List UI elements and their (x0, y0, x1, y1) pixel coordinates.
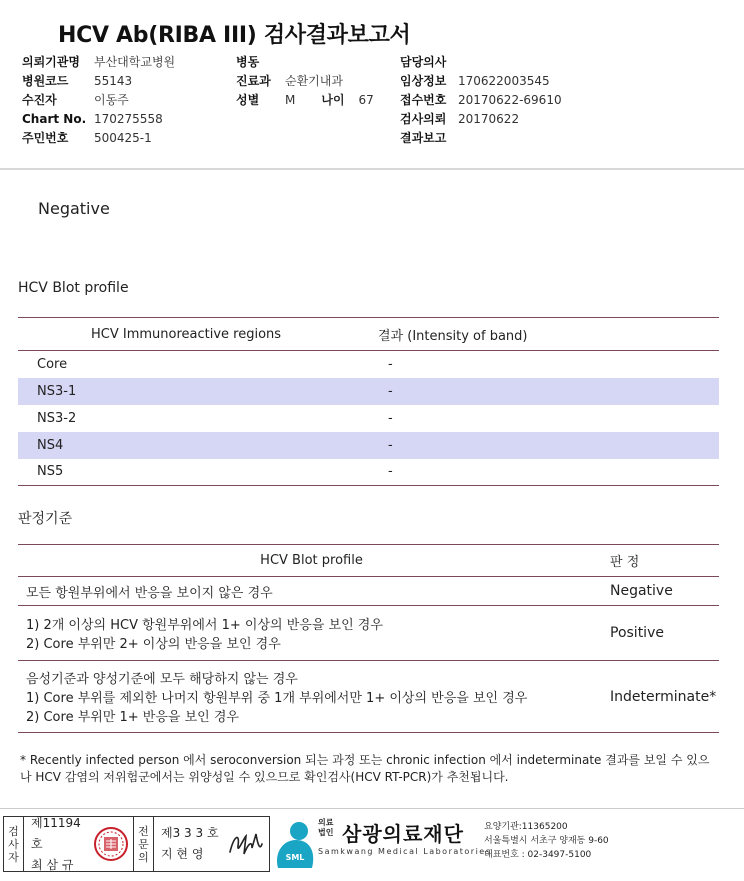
examiner-label: 검 사 자 (4, 817, 24, 871)
criteria-section-title: 판정기준 (18, 511, 73, 527)
org-law-label: 의료 법인 (318, 818, 334, 837)
info-row: 수진자 이동주 (22, 93, 129, 107)
info-row: 진료과 순환기내과 (236, 74, 343, 88)
examiner-name: 최 삼 규 (31, 857, 74, 872)
table-row: 음성기준과 양성기준에 모두 해당하지 않는 경우 1) Core 부위를 제외한 나머지 항원부위 중 1개 부위에서만 1+ 이상의 반응을 보인 경우 2) Core 부위만 1+ 반응을 보인 경우 Indeterminate* (18, 661, 719, 733)
info-row: 성별 M 나이 67 (236, 91, 374, 110)
specialist-name: 지 현 영 (161, 847, 204, 861)
info-row: Chart No. 170275558 (22, 112, 163, 126)
profile-header-region: HCV Immunoreactive regions (18, 318, 378, 351)
table-row: NS3-1 - (18, 378, 719, 405)
profile-header-result: 결과 (Intensity of band) (378, 318, 719, 351)
profile-section-title: HCV Blot profile (18, 280, 129, 296)
sml-logo-icon (272, 818, 318, 870)
table-row: NS3-2 - (37, 410, 393, 426)
table-row: NS5 - (18, 459, 719, 486)
info-row: 주민번호 500425-1 (22, 131, 152, 145)
report-title: HCV Ab(RIBA III) 검사결과보고서 (58, 23, 411, 48)
info-row: 임상정보 170622003545 (400, 74, 550, 88)
signature-icon (226, 826, 266, 862)
specialist-label: 전 문 의 (134, 817, 154, 871)
org-english-name: Samkwang Medical Laboratories (318, 847, 492, 856)
info-row: 병동 (236, 55, 260, 69)
criteria-table (18, 544, 719, 733)
seal-stamp-icon (93, 826, 129, 862)
judgement-negative: Negative (605, 577, 719, 606)
specialist-license: 제3 3 3 호 (161, 826, 219, 840)
overall-result: Negative (38, 199, 110, 218)
table-row: 모든 항원부위에서 반응을 보이지 않은 경우 Negative (18, 577, 719, 606)
info-row: 결과보고 (400, 131, 447, 145)
judgement-indeterminate: Indeterminate* (605, 661, 719, 733)
report-header (0, 0, 744, 170)
age-label: 나이 (321, 93, 345, 107)
judgement-positive: Positive (605, 606, 719, 661)
info-column-2 (236, 53, 374, 110)
criteria-header-profile: HCV Blot profile (18, 545, 605, 577)
table-row: 1) 2개 이상의 HCV 항원부위에서 1+ 이상의 반응을 보인 경우 2) Core 부위만 2+ 이상의 반응을 보인 경우 Positive (18, 606, 719, 661)
info-row: 접수번호 20170622-69610 (400, 93, 562, 107)
footnote: * Recently infected person 에서 seroconversion 되는 과정 또는 chronic infection 에서 indeterminate 결과를 보일 수 있으나 HCV 감염의 저위험군에서는 위양성일 수 있으므로 확인검사(HCV RT-PCR)가 추천됩니다. (20, 753, 710, 784)
examiner-license: 제11194호 (31, 815, 81, 851)
logo-text: SML (285, 853, 305, 862)
info-row: 병원코드 55143 (22, 74, 133, 88)
table-row: Core - (37, 356, 393, 372)
info-row: 담당의사 (400, 55, 447, 69)
info-row: 의뢰기관명 부산대학교병원 (22, 55, 176, 69)
signature-box (3, 816, 270, 872)
criteria-header-judgement: 판 정 (605, 545, 719, 577)
profile-table (18, 317, 719, 486)
info-column-3 (400, 53, 562, 148)
org-contact: 요양기관:11365200 서울특별시 서초구 양재동 9-60 대표번호 : 02-3497-5100 (484, 822, 609, 860)
info-column-1 (22, 53, 175, 148)
org-name: 삼광의료재단 (342, 822, 464, 846)
age-value: 67 (358, 93, 374, 107)
info-row: 검사의뢰 20170622 (400, 112, 520, 126)
table-row: NS4 - (18, 432, 719, 459)
